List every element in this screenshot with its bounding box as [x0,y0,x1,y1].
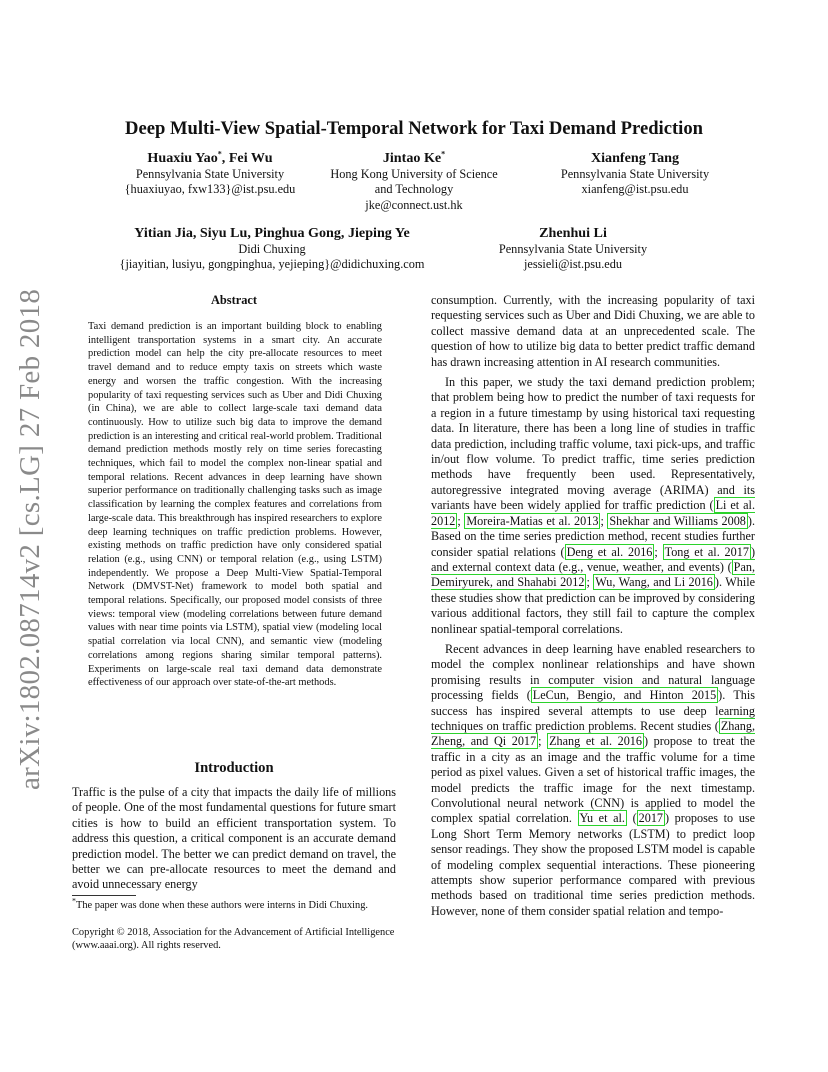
footnote-rule [72,895,136,896]
citation-link[interactable]: Wu, Wang, and Li 2016 [595,575,713,590]
citation-link[interactable]: Tong et al. 2017 [664,544,749,559]
citation-link[interactable]: Moreira-Matias et al. 2013 [466,513,599,528]
footnote: *The paper was done when these authors were interns in Didi Chuxing. [72,896,369,911]
citation-link[interactable]: Li et al. 2012 [431,498,755,528]
citation-link[interactable]: LeCun, Bengio, and Hinton 2015 [532,688,717,703]
citation-link[interactable]: Zhang et al. 2016 [549,734,642,749]
paper-title: Deep Multi-View Spatial-Temporal Network for Taxi Demand Prediction [125,118,703,139]
abstract-heading: Abstract [210,293,258,307]
citation-link[interactable]: 2017 [638,811,663,826]
citation-link[interactable]: Yu et al. [579,811,625,826]
abstract-text: Taxi demand prediction is an important building block to enabling intelligent transportation systems in a smart city. An accurate prediction model can help the city pre-allocate resources to meet travel demand and to reduce empty taxis on streets which waste energy and worsen the traffic congestion. With the increasing popularity of taxi requesting services such as Uber and Didi Chuxing (in China), we are able to collect large-scale taxi demand data continuously. How to utilize such big data to improve the demand prediction is an interesting and critical real-world problem. Traditional demand prediction methods mostly rely on time series forecasting techniques, which fail to model the complex non-linear spatial and temporal relations. Recent advances in deep learning have shown superior performance on traditionally challenging tasks such as image classification by learning the complex features and correlations from large-scale data. This breakthrough has inspired researchers to explore deep learning techniques on traffic prediction problems. However, existing methods on traffic prediction have only considered spatial relation (e.g., using CNN) or temporal relation (e.g., using LSTM) independently. We propose a Deep Multi-View Spatial-Temporal Network (DMVST-Net) framework to model both spatial and temporal relations. Specifically, our proposed model consists of three views: temporal view (modeling correlations between future demand values with near time points via LSTM), spatial view (modeling local spatial correlation via local CNN), and semantic view (modeling correlations among regions sharing similar temporal patterns). Experiments on large-scale real taxi demand data demonstrate effectiveness of our approach over state-of-the-art methods. [88,321,382,689]
arxiv-watermark [14,290,54,790]
copyright-notice: Copyright © 2018, Association for the Advancement of Artificial Intelligence (www.aaai.org). All rights reserved. [72,927,395,951]
introduction-paragraph: Traffic is the pulse of a city that impacts the daily life of millions of people. One of the most fundamental questions for future smart cities is how to build an efficient transportation system. To address this question, a critical component is an accurate demand prediction model. The better we can predict demand on travel, the better we can pre-allocate resources to meet the demand and avoid unnecessary energy [72,785,396,892]
arxiv-id: arXiv:1802.08714v2 [cs.LG] 27 Feb 2018 [14,288,46,790]
paragraph-study: In this paper, we study the taxi demand prediction problem; that problem being how to predict the number of taxi requests for a region in a future timestamp by using historical taxi requesting data. In literature, there has been a long line of studies in traffic data prediction, including traffic volume, taxi pick-ups, and traffic in/out flow volume. To predict traffic, time series prediction methods have frequently been used. Representatively, autoregressive integrated moving average (ARIMA) and its variants have been widely applied for traffic prediction ( Li et al. 2012 ; Moreira-Matias et al. 2013 ; Shekhar and Williams 2008 ). Based on the time series prediction method, recent studies further consider spatial relations ( Deng et al. 2016 ; Tong et al. 2017 ) and external context data (e.g., venue, weather, and events) ( Pan, Demiryurek, and Shahabi 2012 ; Wu, Wang, and Li 2016 ). While these studies show that prediction can be improved by considering various additional factors, they still fail to capture the complex nonlinear spatial-temporal correlations. [431,375,755,636]
citation-link[interactable]: Pan, Demiryurek, and Shahabi 2012 [431,559,755,590]
citation-link[interactable]: Zhang, Zheng, and Qi 2017 [431,718,755,749]
introduction-heading: Introduction [194,760,274,776]
citation-link[interactable]: Shekhar and Williams 2008 [609,513,746,528]
citation-link[interactable]: Deng et al. 2016 [566,544,653,559]
author-block-3: Xianfeng Tang Pennsylvania State University xianfeng@ist.psu.edu [560,150,710,197]
paragraph-deep-learning: Recent advances in deep learning have enabled researchers to model the complex nonlinear relationships and have shown promising results in computer vision and natural language processing fields ( LeCun, Bengio, and Hinton 2015 ). This success has inspired several attempts to use deep learning techniques on traffic prediction problems. Recent studies ( Zhang, Zheng, and Qi 2017 ; Zhang et al. 2016 ) propose to treat the traffic in a city as an image and the traffic volume for a time period as pixel values. Given a set of historical traffic images, the model predicts the traffic image for the next timestamp. Convolutional neural network (CNN) is applied to model the complex spatial correlation. Yu et al. ( 2017 ) proposes to use Long Short Term Memory networks (LSTM) to predict loop sensor readings. They show the proposed LSTM model is capable of modeling complex sequential interactions. These pioneering attempts show superior performance compared with previous methods based on traditional time series prediction methods. However, none of them consider spatial relation and tempo- [431,641,756,918]
right-column [431,293,755,924]
author-block-5: Zhenhui Li Pennsylvania State University jessieli@ist.psu.edu [498,225,648,272]
paragraph-continuation: consumption. Currently, with the increasing popularity of taxi requesting services such as Uber and Didi Chuxing, we are able to collect massive demand data at an unprecedented scale. The question of how to utilize big data to better predict traffic demand has drawn increasing attention in AI research communities. [431,293,755,369]
author-block-4: Yitian Jia, Siyu Lu, Pinghua Gong, Jieping Ye Didi Chuxing {jiayitian, lusiyu, gongpinghua, yejieping}@didichuxing.com [119,225,425,272]
author-block-2: Jintao Ke* Hong Kong University of Science and Technology jke@connect.ust.hk [330,149,498,212]
author-block-1: Huaxiu Yao*, Fei Wu Pennsylvania State University {huaxiuyao, fxw133}@ist.psu.edu [124,149,296,197]
